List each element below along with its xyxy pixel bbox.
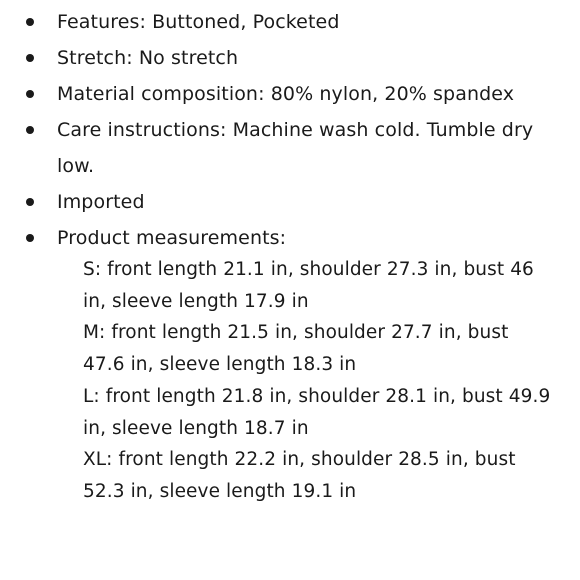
bullet-icon	[26, 198, 34, 206]
measurement-size-xl-line-1: XL: front length 22.2 in, shoulder 28.5 in, bust	[83, 449, 516, 471]
measurement-size-l-line-1: L: front length 21.8 in, shoulder 28.1 in, bust 49.9	[83, 385, 551, 407]
list-item-material	[0, 76, 580, 112]
bullet-icon	[26, 90, 34, 98]
list-item-stretch	[0, 40, 580, 76]
stretch-text: Stretch: No stretch	[57, 47, 239, 69]
measurement-size-m-line-2: 47.6 in, sleeve length 18.3 in	[83, 354, 357, 376]
care-text-line-2: low.	[57, 155, 95, 177]
bullet-icon	[26, 234, 34, 242]
product-details-list	[0, 4, 580, 508]
measurement-size-s-line-1: S: front length 21.1 in, shoulder 27.3 in, bust 46	[83, 259, 534, 280]
material-text: Material composition: 80% nylon, 20% spandex	[57, 83, 515, 105]
care-text-line-1: Care instructions: Machine wash cold. Tumble dry	[57, 119, 534, 141]
features-text: Features: Buttoned, Pocketed	[57, 11, 340, 33]
measurement-size-m-line-1: M: front length 21.5 in, shoulder 27.7 in, bust	[83, 322, 509, 344]
bullet-icon	[26, 18, 34, 26]
measurements-heading: Product measurements:	[57, 227, 287, 249]
measurement-size-xl-line-2: 52.3 in, sleeve length 19.1 in	[83, 480, 357, 502]
list-item-measurements	[0, 220, 580, 508]
bullet-icon	[26, 126, 34, 134]
list-item-features	[0, 4, 580, 40]
list-item-care	[0, 112, 580, 184]
measurement-size-l-line-2: in, sleeve length 18.7 in	[83, 417, 309, 439]
measurements-list	[57, 254, 566, 508]
measurement-size-s-line-2: in, sleeve length 17.9 in	[83, 290, 309, 312]
bullet-icon	[26, 54, 34, 62]
list-item-imported	[0, 184, 580, 220]
imported-text: Imported	[57, 191, 145, 213]
